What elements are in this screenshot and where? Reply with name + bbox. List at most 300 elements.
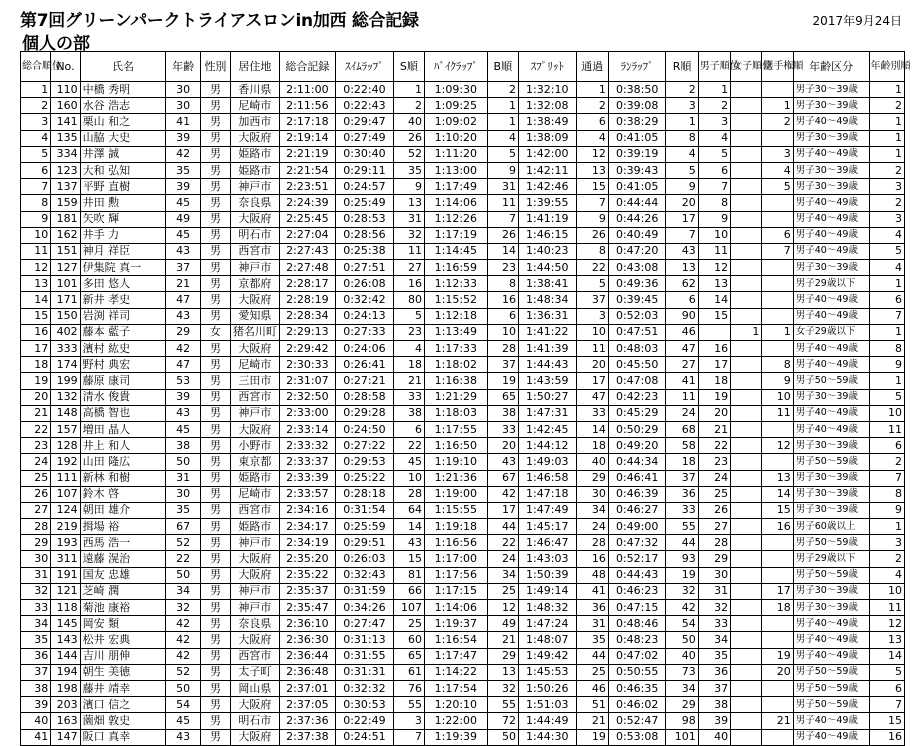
bike-lap-cell: 1:19:10	[425, 454, 488, 470]
residence-cell: 大阪府	[231, 292, 279, 308]
championship-rank-cell	[762, 551, 793, 567]
residence-cell: 明石市	[231, 227, 279, 243]
name-cell: 新井 孝史	[80, 292, 166, 308]
split-cell: 1:44:43	[518, 357, 576, 373]
col-header: No.	[51, 52, 80, 82]
rank-cell: 13	[21, 276, 51, 292]
championship-rank-cell: 21	[762, 713, 793, 729]
run-rank-cell: 40	[666, 648, 698, 664]
swim-rank-cell: 55	[393, 697, 424, 713]
pass-rank-cell: 51	[576, 697, 608, 713]
pass-rank-cell: 12	[576, 146, 608, 162]
name-cell: 松井 宏典	[80, 632, 166, 648]
name-cell: 神月 祥臣	[80, 243, 166, 259]
residence-cell: 神戸市	[231, 583, 279, 599]
male-rank-cell: 27	[698, 519, 730, 535]
bib-cell: 127	[51, 260, 80, 276]
run-lap-cell: 0:47:20	[608, 243, 666, 259]
bike-lap-cell: 1:12:18	[425, 308, 488, 324]
run-rank-cell: 50	[666, 632, 698, 648]
name-cell: 吉川 朋伸	[80, 648, 166, 664]
championship-rank-cell	[762, 567, 793, 583]
table-row	[21, 389, 905, 405]
residence-cell: 愛知県	[231, 308, 279, 324]
bib-cell: 198	[51, 680, 80, 696]
split-cell: 1:45:17	[518, 519, 576, 535]
age-group-cell: 男子40～49歳	[793, 308, 869, 324]
bib-cell: 101	[51, 276, 80, 292]
gender-cell: 男	[200, 421, 230, 437]
pass-rank-cell: 40	[576, 454, 608, 470]
residence-cell: 姫路市	[231, 162, 279, 178]
swim-rank-cell: 3	[393, 713, 424, 729]
age-group-cell: 男子29歳以下	[793, 276, 869, 292]
rank-cell: 27	[21, 502, 51, 518]
bike-rank-cell: 34	[487, 567, 518, 583]
run-lap-cell: 0:47:08	[608, 373, 666, 389]
run-rank-cell: 58	[666, 438, 698, 454]
total-time-cell: 2:21:19	[279, 146, 336, 162]
split-cell: 1:48:07	[518, 632, 576, 648]
gender-cell: 男	[200, 648, 230, 664]
table-row	[21, 616, 905, 632]
name-cell: 井澤 誠	[80, 146, 166, 162]
residence-cell: 大阪府	[231, 421, 279, 437]
table-row	[21, 324, 905, 340]
total-time-cell: 2:37:36	[279, 713, 336, 729]
gender-cell: 男	[200, 308, 230, 324]
pass-rank-cell: 3	[576, 308, 608, 324]
age-cell: 42	[166, 616, 200, 632]
male-rank-cell: 16	[698, 341, 730, 357]
age-group-rank-cell: 8	[869, 486, 905, 502]
swim-lap-cell: 0:28:18	[336, 486, 394, 502]
run-lap-cell: 0:38:29	[608, 114, 666, 130]
bike-rank-cell: 49	[487, 616, 518, 632]
split-cell: 1:41:39	[518, 341, 576, 357]
age-group-cell: 男子60歳以上	[793, 519, 869, 535]
championship-rank-cell: 6	[762, 227, 793, 243]
split-cell: 1:42:00	[518, 146, 576, 162]
run-lap-cell: 0:43:08	[608, 260, 666, 276]
residence-cell: 京都府	[231, 276, 279, 292]
bike-rank-cell: 13	[487, 664, 518, 680]
female-rank-cell	[731, 227, 762, 243]
female-rank-cell	[731, 308, 762, 324]
table-row	[21, 535, 905, 551]
total-time-cell: 2:36:48	[279, 664, 336, 680]
bike-rank-cell: 38	[487, 405, 518, 421]
run-rank-cell: 1	[666, 114, 698, 130]
split-cell: 1:42:11	[518, 162, 576, 178]
female-rank-cell	[731, 421, 762, 437]
bib-cell: 162	[51, 227, 80, 243]
male-rank-cell: 38	[698, 697, 730, 713]
run-lap-cell: 0:47:15	[608, 600, 666, 616]
age-group-rank-cell: 7	[869, 697, 905, 713]
female-rank-cell	[731, 389, 762, 405]
swim-rank-cell: 10	[393, 470, 424, 486]
bike-lap-cell: 1:14:06	[425, 195, 488, 211]
age-group-rank-cell: 11	[869, 600, 905, 616]
bike-lap-cell: 1:17:49	[425, 179, 488, 195]
pass-rank-cell: 20	[576, 357, 608, 373]
split-cell: 1:47:49	[518, 502, 576, 518]
total-time-cell: 2:33:37	[279, 454, 336, 470]
bike-lap-cell: 1:19:37	[425, 616, 488, 632]
championship-rank-cell	[762, 697, 793, 713]
gender-cell: 男	[200, 583, 230, 599]
residence-cell: 大阪府	[231, 551, 279, 567]
bike-lap-cell: 1:15:52	[425, 292, 488, 308]
col-header: 性別	[200, 52, 230, 82]
swim-rank-cell: 60	[393, 632, 424, 648]
bib-cell: 132	[51, 389, 80, 405]
run-lap-cell: 0:48:23	[608, 632, 666, 648]
run-lap-cell: 0:52:17	[608, 551, 666, 567]
bike-lap-cell: 1:17:47	[425, 648, 488, 664]
table-row	[21, 729, 905, 745]
male-rank-cell: 21	[698, 421, 730, 437]
bike-rank-cell: 32	[487, 680, 518, 696]
male-rank-cell: 30	[698, 567, 730, 583]
championship-rank-cell: 13	[762, 470, 793, 486]
age-group-cell: 男子30～39歳	[793, 486, 869, 502]
run-rank-cell: 24	[666, 405, 698, 421]
split-cell: 1:50:26	[518, 680, 576, 696]
swim-lap-cell: 0:27:22	[336, 438, 394, 454]
age-group-cell: 男子30～39歳	[793, 600, 869, 616]
table-row	[21, 341, 905, 357]
male-rank-cell: 37	[698, 680, 730, 696]
run-rank-cell: 44	[666, 535, 698, 551]
pass-rank-cell: 22	[576, 260, 608, 276]
table-row	[21, 664, 905, 680]
bike-rank-cell: 72	[487, 713, 518, 729]
bib-cell: 333	[51, 341, 80, 357]
bib-cell: 171	[51, 292, 80, 308]
swim-rank-cell: 13	[393, 195, 424, 211]
pass-rank-cell: 2	[576, 98, 608, 114]
age-cell: 53	[166, 373, 200, 389]
run-rank-cell: 42	[666, 600, 698, 616]
age-group-cell: 男子30～39歳	[793, 583, 869, 599]
run-lap-cell: 0:40:49	[608, 227, 666, 243]
championship-rank-cell	[762, 341, 793, 357]
age-cell: 29	[166, 324, 200, 340]
championship-rank-cell: 7	[762, 243, 793, 259]
gender-cell: 男	[200, 438, 230, 454]
gender-cell: 男	[200, 98, 230, 114]
table-row	[21, 146, 905, 162]
residence-cell: 神戸市	[231, 600, 279, 616]
age-group-cell: 男子50～59歳	[793, 664, 869, 680]
bike-rank-cell: 9	[487, 162, 518, 178]
swim-rank-cell: 43	[393, 535, 424, 551]
total-time-cell: 2:28:19	[279, 292, 336, 308]
age-group-rank-cell: 11	[869, 421, 905, 437]
swim-rank-cell: 32	[393, 227, 424, 243]
championship-rank-cell: 3	[762, 146, 793, 162]
run-rank-cell: 17	[666, 211, 698, 227]
pass-rank-cell: 29	[576, 470, 608, 486]
age-group-cell: 男子40～49歳	[793, 405, 869, 421]
col-header: B順	[487, 52, 518, 82]
championship-rank-cell: 19	[762, 648, 793, 664]
female-rank-cell	[731, 114, 762, 130]
bike-rank-cell: 42	[487, 486, 518, 502]
female-rank-cell	[731, 648, 762, 664]
gender-cell: 男	[200, 114, 230, 130]
female-rank-cell	[731, 600, 762, 616]
bib-cell: 118	[51, 600, 80, 616]
age-group-cell: 男子40～49歳	[793, 357, 869, 373]
swim-rank-cell: 31	[393, 211, 424, 227]
age-group-cell: 男子40～49歳	[793, 421, 869, 437]
split-cell: 1:44:49	[518, 713, 576, 729]
name-cell: 井手 力	[80, 227, 166, 243]
run-rank-cell: 93	[666, 551, 698, 567]
male-rank-cell: 17	[698, 357, 730, 373]
table-row	[21, 583, 905, 599]
gender-cell: 男	[200, 130, 230, 146]
pass-rank-cell: 46	[576, 680, 608, 696]
total-time-cell: 2:27:04	[279, 227, 336, 243]
rank-cell: 14	[21, 292, 51, 308]
rank-cell: 16	[21, 324, 51, 340]
age-cell: 52	[166, 535, 200, 551]
gender-cell: 男	[200, 389, 230, 405]
age-group-rank-cell: 14	[869, 648, 905, 664]
bike-lap-cell: 1:12:26	[425, 211, 488, 227]
col-header: ｽｲﾑﾗｯﾌﾟ	[336, 52, 394, 82]
swim-lap-cell: 0:27:49	[336, 130, 394, 146]
bib-cell: 124	[51, 502, 80, 518]
swim-rank-cell: 38	[393, 405, 424, 421]
championship-rank-cell	[762, 616, 793, 632]
total-time-cell: 2:19:14	[279, 130, 336, 146]
age-group-rank-cell: 4	[869, 260, 905, 276]
pass-rank-cell: 8	[576, 243, 608, 259]
event-date: 2017年9月24日	[812, 14, 902, 28]
rank-cell: 36	[21, 648, 51, 664]
age-cell: 50	[166, 567, 200, 583]
age-group-cell: 男子50～59歳	[793, 567, 869, 583]
male-rank-cell: 14	[698, 292, 730, 308]
age-group-rank-cell: 1	[869, 114, 905, 130]
age-group-cell: 男子40～49歳	[793, 713, 869, 729]
results-body	[21, 82, 905, 746]
swim-lap-cell: 0:25:22	[336, 470, 394, 486]
age-cell: 67	[166, 519, 200, 535]
residence-cell: 三田市	[231, 373, 279, 389]
age-cell: 37	[166, 260, 200, 276]
swim-rank-cell: 14	[393, 519, 424, 535]
bike-rank-cell: 29	[487, 648, 518, 664]
age-group-rank-cell: 9	[869, 357, 905, 373]
pass-rank-cell: 28	[576, 535, 608, 551]
total-time-cell: 2:23:51	[279, 179, 336, 195]
age-group-rank-cell: 5	[869, 243, 905, 259]
bib-cell: 194	[51, 664, 80, 680]
residence-cell: 奈良県	[231, 616, 279, 632]
age-group-cell: 男子40～49歳	[793, 243, 869, 259]
female-rank-cell	[731, 632, 762, 648]
age-group-rank-cell: 10	[869, 405, 905, 421]
run-rank-cell: 54	[666, 616, 698, 632]
run-lap-cell: 0:39:45	[608, 292, 666, 308]
table-row	[21, 519, 905, 535]
swim-lap-cell: 0:26:41	[336, 357, 394, 373]
bib-cell: 203	[51, 697, 80, 713]
table-row	[21, 292, 905, 308]
table-row	[21, 130, 905, 146]
swim-rank-cell: 26	[393, 130, 424, 146]
bike-lap-cell: 1:09:30	[425, 82, 488, 98]
gender-cell: 男	[200, 729, 230, 745]
run-lap-cell: 0:52:03	[608, 308, 666, 324]
run-lap-cell: 0:45:29	[608, 405, 666, 421]
bike-lap-cell: 1:21:36	[425, 470, 488, 486]
gender-cell: 男	[200, 82, 230, 98]
rank-cell: 19	[21, 373, 51, 389]
bike-lap-cell: 1:15:55	[425, 502, 488, 518]
run-rank-cell: 68	[666, 421, 698, 437]
championship-rank-cell: 5	[762, 179, 793, 195]
swim-rank-cell: 16	[393, 276, 424, 292]
bike-lap-cell: 1:16:50	[425, 438, 488, 454]
run-rank-cell: 4	[666, 146, 698, 162]
bike-lap-cell: 1:16:59	[425, 260, 488, 276]
male-rank-cell: 3	[698, 114, 730, 130]
female-rank-cell	[731, 713, 762, 729]
age-group-rank-cell: 1	[869, 146, 905, 162]
pass-rank-cell: 13	[576, 162, 608, 178]
age-cell: 34	[166, 583, 200, 599]
rank-cell: 7	[21, 179, 51, 195]
table-row	[21, 713, 905, 729]
swim-lap-cell: 0:29:51	[336, 535, 394, 551]
bike-rank-cell: 22	[487, 535, 518, 551]
male-rank-cell: 28	[698, 535, 730, 551]
name-cell: 山田 隆広	[80, 454, 166, 470]
male-rank-cell: 4	[698, 130, 730, 146]
table-row	[21, 502, 905, 518]
results-title: 第7回グリーンパークトライアスロンin加西 総合記録	[20, 11, 419, 31]
pass-rank-cell: 25	[576, 664, 608, 680]
split-cell: 1:50:39	[518, 567, 576, 583]
age-cell: 21	[166, 276, 200, 292]
swim-lap-cell: 0:32:43	[336, 567, 394, 583]
age-group-rank-cell: 6	[869, 438, 905, 454]
age-group-cell: 男子40～49歳	[793, 211, 869, 227]
age-group-rank-cell: 5	[869, 664, 905, 680]
gender-cell: 男	[200, 519, 230, 535]
age-group-rank-cell: 3	[869, 211, 905, 227]
split-cell: 1:43:59	[518, 373, 576, 389]
age-group-cell: 男子40～49歳	[793, 114, 869, 130]
age-group-rank-cell: 8	[869, 341, 905, 357]
table-row	[21, 308, 905, 324]
total-time-cell: 2:27:48	[279, 260, 336, 276]
swim-lap-cell: 0:24:50	[336, 421, 394, 437]
run-rank-cell: 41	[666, 373, 698, 389]
swim-rank-cell: 18	[393, 357, 424, 373]
bib-cell: 199	[51, 373, 80, 389]
name-cell: 岡安 類	[80, 616, 166, 632]
pass-rank-cell: 14	[576, 421, 608, 437]
championship-rank-cell	[762, 82, 793, 98]
run-rank-cell: 90	[666, 308, 698, 324]
bib-cell: 144	[51, 648, 80, 664]
run-rank-cell: 98	[666, 713, 698, 729]
championship-rank-cell: 4	[762, 162, 793, 178]
age-cell: 54	[166, 697, 200, 713]
bike-rank-cell: 67	[487, 470, 518, 486]
gender-cell: 男	[200, 357, 230, 373]
championship-rank-cell: 15	[762, 502, 793, 518]
age-group-rank-cell: 2	[869, 551, 905, 567]
championship-rank-cell: 18	[762, 600, 793, 616]
run-rank-cell: 55	[666, 519, 698, 535]
gender-cell: 男	[200, 502, 230, 518]
run-lap-cell: 0:46:41	[608, 470, 666, 486]
name-cell: 西馬 浩一	[80, 535, 166, 551]
split-cell: 1:42:46	[518, 179, 576, 195]
table-row	[21, 405, 905, 421]
age-cell: 22	[166, 551, 200, 567]
championship-rank-cell	[762, 260, 793, 276]
rank-cell: 32	[21, 583, 51, 599]
bib-cell: 311	[51, 551, 80, 567]
age-group-cell: 男子50～59歳	[793, 454, 869, 470]
run-lap-cell: 0:46:02	[608, 697, 666, 713]
residence-cell: 大阪府	[231, 341, 279, 357]
name-cell: 伊集院 真一	[80, 260, 166, 276]
swim-rank-cell: 61	[393, 664, 424, 680]
bib-cell: 145	[51, 616, 80, 632]
championship-rank-cell	[762, 535, 793, 551]
age-cell: 32	[166, 600, 200, 616]
col-header: 年齢別順	[869, 52, 905, 82]
run-lap-cell: 0:50:29	[608, 421, 666, 437]
female-rank-cell	[731, 502, 762, 518]
split-cell: 1:47:18	[518, 486, 576, 502]
total-time-cell: 2:37:38	[279, 729, 336, 745]
run-rank-cell: 2	[666, 82, 698, 98]
pass-rank-cell: 30	[576, 486, 608, 502]
swim-lap-cell: 0:27:21	[336, 373, 394, 389]
male-rank-cell: 32	[698, 600, 730, 616]
age-cell: 47	[166, 357, 200, 373]
bike-rank-cell: 37	[487, 357, 518, 373]
residence-cell: 太子町	[231, 664, 279, 680]
bike-lap-cell: 1:20:10	[425, 697, 488, 713]
pass-rank-cell: 47	[576, 389, 608, 405]
age-group-rank-cell: 6	[869, 292, 905, 308]
pass-rank-cell: 44	[576, 648, 608, 664]
male-rank-cell: 20	[698, 405, 730, 421]
table-row	[21, 454, 905, 470]
run-rank-cell: 37	[666, 470, 698, 486]
run-rank-cell: 9	[666, 179, 698, 195]
rank-cell: 30	[21, 551, 51, 567]
residence-cell: 大阪府	[231, 567, 279, 583]
bike-lap-cell: 1:16:56	[425, 535, 488, 551]
age-cell: 43	[166, 308, 200, 324]
gender-cell: 男	[200, 680, 230, 696]
swim-rank-cell: 11	[393, 243, 424, 259]
